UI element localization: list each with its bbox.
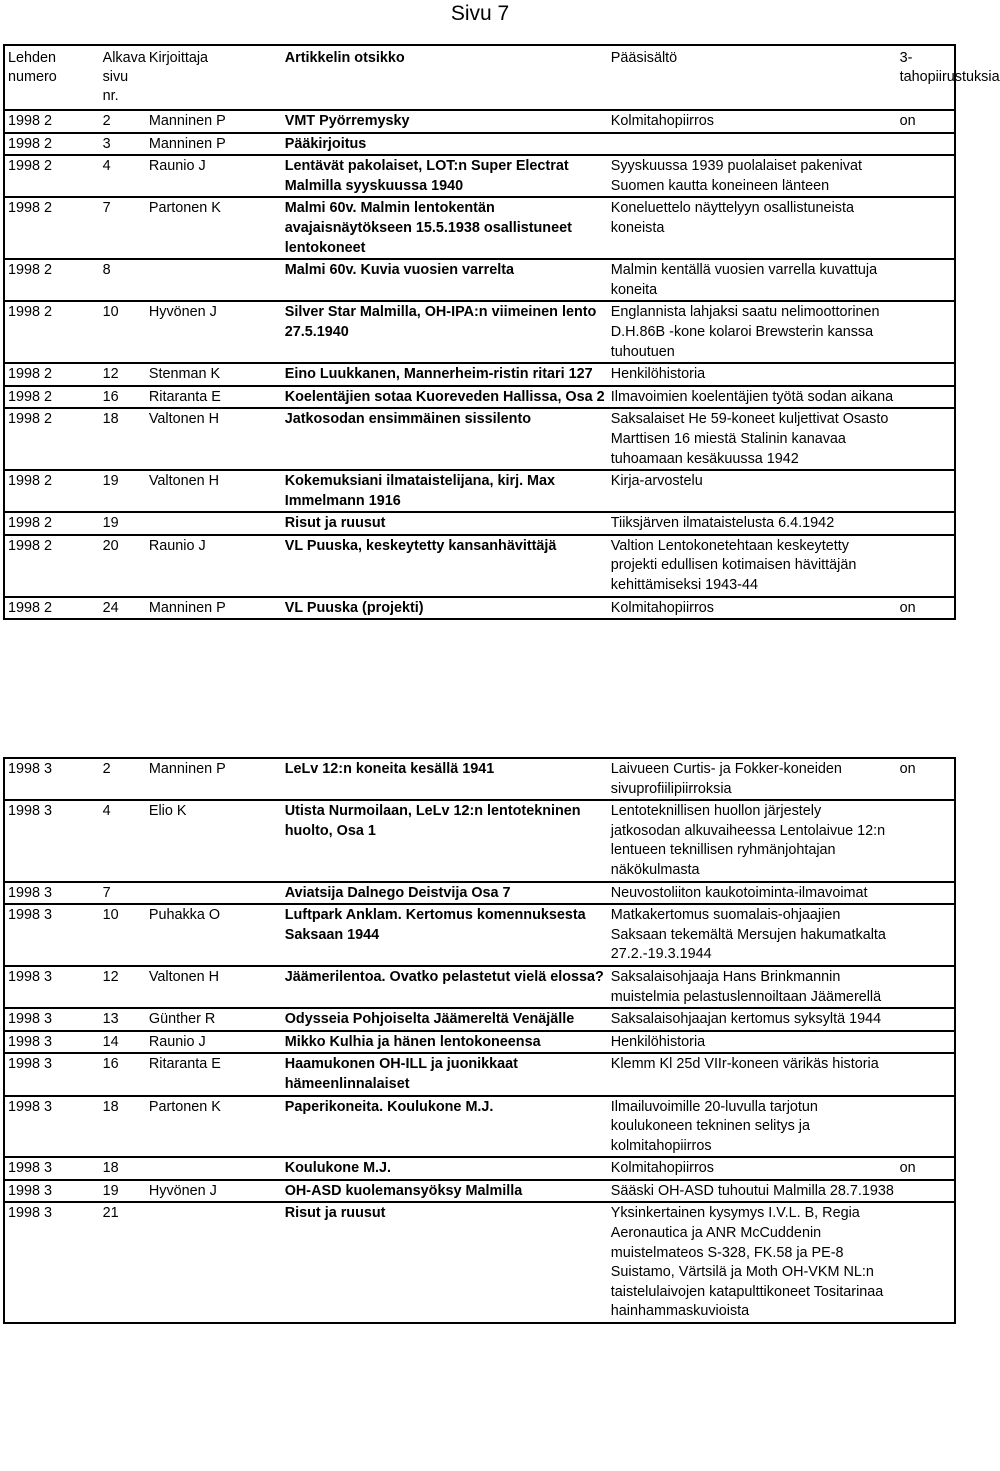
header-three-view: 3-tahopiirustuksia: [897, 45, 955, 110]
cell-content: Valtion Lentokonetehtaan keskeytetty projekti edullisen kotimaisen hävittäjän kehittämiseksi 1943-44: [608, 535, 897, 597]
cell-author: Valtonen H: [146, 408, 282, 470]
cell-author: [146, 882, 282, 905]
header-title: Artikkelin otsikko: [282, 45, 608, 110]
header-row: [4, 45, 955, 110]
cell-issue: 1998 3: [4, 1157, 100, 1180]
cell-start-page: 3: [100, 133, 146, 156]
cell-issue: 1998 3: [4, 800, 100, 881]
cell-title: Odysseia Pohjoiselta Jäämereltä Venäjälle: [282, 1008, 608, 1031]
cell-author: Günther R: [146, 1008, 282, 1031]
cell-issue: 1998 2: [4, 110, 100, 133]
cell-content: Kolmitahopiirros: [608, 110, 897, 133]
cell-title: Utista Nurmoilaan, LeLv 12:n lentotekninen huolto, Osa 1: [282, 800, 608, 881]
cell-start-page: 18: [100, 1096, 146, 1158]
cell-content: Kolmitahopiirros: [608, 597, 897, 620]
cell-author: Manninen P: [146, 133, 282, 156]
cell-start-page: 18: [100, 1157, 146, 1180]
cell-three-view: [897, 301, 955, 363]
table-row: [4, 408, 955, 470]
cell-content: Yksinkertainen kysymys I.V.L. B, Regia Aeronautica ja ANR McCuddenin muistelmateos S-328, FK.58 ja PE-8 Suistamo, Värtsilä ja Moth OH-VKM NL:n taistelulaivojen katapulttikoneet Tositarinaa hainhammaskuvioista: [608, 1202, 897, 1323]
cell-author: Valtonen H: [146, 470, 282, 512]
table-row: [4, 1202, 955, 1323]
header-issue: Lehden numero: [4, 45, 100, 110]
page-title: Sivu 7: [450, 2, 510, 25]
cell-start-page: 19: [100, 512, 146, 535]
table-row: [4, 259, 955, 301]
cell-author: Raunio J: [146, 535, 282, 597]
cell-issue: 1998 2: [4, 363, 100, 386]
cell-start-page: 10: [100, 301, 146, 363]
cell-issue: 1998 3: [4, 1031, 100, 1054]
cell-issue: 1998 3: [4, 758, 100, 800]
cell-title: Haamukonen OH-ILL ja juonikkaat hämeenlinnalaiset: [282, 1053, 608, 1095]
cell-content: Neuvostoliiton kaukotoiminta-ilmavoimat: [608, 882, 897, 905]
cell-start-page: 14: [100, 1031, 146, 1054]
cell-three-view: on: [897, 1157, 955, 1180]
cell-three-view: [897, 800, 955, 881]
cell-start-page: 19: [100, 470, 146, 512]
cell-issue: 1998 2: [4, 386, 100, 409]
cell-content: Ilmavoimien koelentäjien työtä sodan aikana: [608, 386, 897, 409]
header-start-page: Alkava sivu nr.: [100, 45, 146, 110]
table-row: [4, 512, 955, 535]
cell-author: Hyvönen J: [146, 301, 282, 363]
cell-issue: 1998 2: [4, 155, 100, 197]
table-row: [4, 1053, 955, 1095]
cell-author: Ritaranta E: [146, 386, 282, 409]
cell-title: VL Puuska (projekti): [282, 597, 608, 620]
article-table-issue-2: [3, 44, 1000, 620]
cell-start-page: 8: [100, 259, 146, 301]
table-row: [4, 1180, 955, 1203]
cell-start-page: 20: [100, 535, 146, 597]
cell-content: Henkilöhistoria: [608, 1031, 897, 1054]
table-row: [4, 470, 955, 512]
cell-start-page: 16: [100, 386, 146, 409]
cell-content: Englannista lahjaksi saatu nelimoottorinen D.H.86B -kone kolaroi Brewsterin kanssa tuhoutuen: [608, 301, 897, 363]
cell-start-page: 19: [100, 1180, 146, 1203]
cell-content: Tiiksjärven ilmataistelusta 6.4.1942: [608, 512, 897, 535]
cell-start-page: 7: [100, 882, 146, 905]
cell-author: Partonen K: [146, 1096, 282, 1158]
cell-three-view: [897, 197, 955, 259]
cell-three-view: [897, 363, 955, 386]
cell-issue: 1998 2: [4, 408, 100, 470]
cell-three-view: [897, 966, 955, 1008]
cell-issue: 1998 3: [4, 904, 100, 966]
cell-content: Ilmailuvoimille 20-luvulla tarjotun koulukoneen tekninen selitys ja kolmitahopiirros: [608, 1096, 897, 1158]
cell-author: Ritaranta E: [146, 1053, 282, 1095]
table-row: [4, 155, 955, 197]
table-row: [4, 597, 955, 620]
cell-title: VL Puuska, keskeytetty kansanhävittäjä: [282, 535, 608, 597]
cell-three-view: on: [897, 758, 955, 800]
cell-author: Manninen P: [146, 758, 282, 800]
cell-three-view: [897, 882, 955, 905]
table-row: [4, 882, 955, 905]
cell-content: Saksalaisohjaajan kertomus syksyltä 1944: [608, 1008, 897, 1031]
cell-start-page: 12: [100, 363, 146, 386]
cell-start-page: 7: [100, 197, 146, 259]
cell-issue: 1998 3: [4, 882, 100, 905]
cell-content: Saksalaiset He 59-koneet kuljettivat Osasto Marttisen 16 miestä Stalinin kanavaa tuhoamaan kesäkuussa 1942: [608, 408, 897, 470]
cell-start-page: 18: [100, 408, 146, 470]
cell-issue: 1998 3: [4, 1096, 100, 1158]
table-row: [4, 363, 955, 386]
cell-start-page: 4: [100, 800, 146, 881]
cell-three-view: [897, 512, 955, 535]
cell-author: [146, 1202, 282, 1323]
cell-title: Luftpark Anklam. Kertomus komennuksesta Saksaan 1944: [282, 904, 608, 966]
table-row: [4, 1008, 955, 1031]
cell-title: Koelentäjien sotaa Kuoreveden Hallissa, Osa 2: [282, 386, 608, 409]
cell-issue: 1998 2: [4, 535, 100, 597]
cell-title: Aviatsija Dalnego Deistvija Osa 7: [282, 882, 608, 905]
cell-issue: 1998 3: [4, 966, 100, 1008]
cell-start-page: 13: [100, 1008, 146, 1031]
table-row: [4, 800, 955, 881]
cell-title: Risut ja ruusut: [282, 1202, 608, 1323]
cell-issue: 1998 2: [4, 597, 100, 620]
cell-title: Risut ja ruusut: [282, 512, 608, 535]
cell-author: Valtonen H: [146, 966, 282, 1008]
cell-author: Stenman K: [146, 363, 282, 386]
cell-three-view: [897, 535, 955, 597]
cell-issue: 1998 3: [4, 1053, 100, 1095]
article-table-issue-3: [3, 757, 956, 1324]
cell-three-view: [897, 904, 955, 966]
cell-title: Pääkirjoitus: [282, 133, 608, 156]
cell-content: Koneluettelo näyttelyyn osallistuneista koneista: [608, 197, 897, 259]
cell-title: Jäämerilentoa. Ovatko pelastetut vielä elossa?: [282, 966, 608, 1008]
cell-content: Malmin kentällä vuosien varrella kuvattuja koneita: [608, 259, 897, 301]
table-row: [4, 386, 955, 409]
cell-author: Raunio J: [146, 1031, 282, 1054]
cell-author: [146, 1157, 282, 1180]
cell-start-page: 2: [100, 110, 146, 133]
cell-start-page: 12: [100, 966, 146, 1008]
cell-issue: 1998 2: [4, 259, 100, 301]
cell-title: Paperikoneita. Koulukone M.J.: [282, 1096, 608, 1158]
cell-title: Lentävät pakolaiset, LOT:n Super Electrat Malmilla syyskuussa 1940: [282, 155, 608, 197]
cell-content: [608, 133, 897, 156]
table-row: [4, 110, 955, 133]
table-row: [4, 133, 955, 156]
cell-author: Raunio J: [146, 155, 282, 197]
cell-three-view: on: [897, 597, 955, 620]
cell-author: [146, 259, 282, 301]
cell-content: Matkakertomus suomalais-ohjaajien Saksaan tekemältä Mersujen hakumatkalta 27.2.-19.3.1944: [608, 904, 897, 966]
header-authors: Kirjoittaja: [146, 45, 282, 110]
cell-title: LeLv 12:n koneita kesällä 1941: [282, 758, 608, 800]
cell-author: Manninen P: [146, 110, 282, 133]
cell-author: Manninen P: [146, 597, 282, 620]
cell-title: Malmi 60v. Kuvia vuosien varrelta: [282, 259, 608, 301]
cell-start-page: 16: [100, 1053, 146, 1095]
header-content: Pääsisältö: [608, 45, 897, 110]
cell-title: Koulukone M.J.: [282, 1157, 608, 1180]
table-row: [4, 301, 955, 363]
cell-three-view: [897, 1053, 955, 1095]
cell-issue: 1998 2: [4, 470, 100, 512]
cell-content: Laivueen Curtis- ja Fokker-koneiden sivuprofiilipiirroksia: [608, 758, 897, 800]
cell-content: Saksalaisohjaaja Hans Brinkmannin muistelmia pelastuslennoiltaan Jäämerellä: [608, 966, 897, 1008]
cell-author: Hyvönen J: [146, 1180, 282, 1203]
cell-issue: 1998 2: [4, 197, 100, 259]
cell-content: Sääski OH-ASD tuhoutui Malmilla 28.7.1938: [608, 1180, 897, 1203]
cell-start-page: 2: [100, 758, 146, 800]
table-row: [4, 758, 955, 800]
table-row: [4, 535, 955, 597]
cell-three-view: [897, 133, 955, 156]
cell-title: Eino Luukkanen, Mannerheim-ristin ritari 127: [282, 363, 608, 386]
cell-author: Elio K: [146, 800, 282, 881]
cell-start-page: 4: [100, 155, 146, 197]
cell-title: VMT Pyörremysky: [282, 110, 608, 133]
cell-content: Henkilöhistoria: [608, 363, 897, 386]
table-row: [4, 197, 955, 259]
cell-author: Puhakka O: [146, 904, 282, 966]
cell-start-page: 24: [100, 597, 146, 620]
table-row: [4, 1031, 955, 1054]
table-row: [4, 1096, 955, 1158]
cell-title: Malmi 60v. Malmin lentokentän avajaisnäytökseen 15.5.1938 osallistuneet lentokoneet: [282, 197, 608, 259]
cell-title: Jatkosodan ensimmäinen sissilento: [282, 408, 608, 470]
cell-issue: 1998 3: [4, 1180, 100, 1203]
cell-title: Mikko Kulhia ja hänen lentokoneensa: [282, 1031, 608, 1054]
cell-three-view: [897, 386, 955, 409]
cell-three-view: [897, 1096, 955, 1158]
cell-content: Klemm Kl 25d VIIr-koneen värikäs historia: [608, 1053, 897, 1095]
cell-title: Silver Star Malmilla, OH-IPA:n viimeinen lento 27.5.1940: [282, 301, 608, 363]
cell-issue: 1998 3: [4, 1008, 100, 1031]
cell-three-view: [897, 1202, 955, 1323]
cell-three-view: on: [897, 110, 955, 133]
cell-content: Kirja-arvostelu: [608, 470, 897, 512]
cell-content: Syyskuussa 1939 puolalaiset pakenivat Suomen kautta koneineen länteen: [608, 155, 897, 197]
cell-three-view: [897, 1008, 955, 1031]
cell-start-page: 21: [100, 1202, 146, 1323]
cell-title: OH-ASD kuolemansyöksy Malmilla: [282, 1180, 608, 1203]
cell-three-view: [897, 1031, 955, 1054]
cell-author: [146, 512, 282, 535]
cell-issue: 1998 2: [4, 133, 100, 156]
cell-three-view: [897, 259, 955, 301]
cell-content: Kolmitahopiirros: [608, 1157, 897, 1180]
cell-content: Lentoteknillisen huollon järjestely jatkosodan alkuvaiheessa Lentolaivue 12:n lentueen teknillisen ryhmänjohtajan näkökulmasta: [608, 800, 897, 881]
table-row: [4, 1157, 955, 1180]
cell-issue: 1998 3: [4, 1202, 100, 1323]
cell-author: Partonen K: [146, 197, 282, 259]
table-row: [4, 904, 955, 966]
cell-issue: 1998 2: [4, 301, 100, 363]
table-row: [4, 966, 955, 1008]
cell-start-page: 10: [100, 904, 146, 966]
cell-three-view: [897, 1180, 955, 1203]
cell-title: Kokemuksiani ilmataistelijana, kirj. Max Immelmann 1916: [282, 470, 608, 512]
cell-issue: 1998 2: [4, 512, 100, 535]
cell-three-view: [897, 155, 955, 197]
cell-three-view: [897, 470, 955, 512]
cell-three-view: [897, 408, 955, 470]
